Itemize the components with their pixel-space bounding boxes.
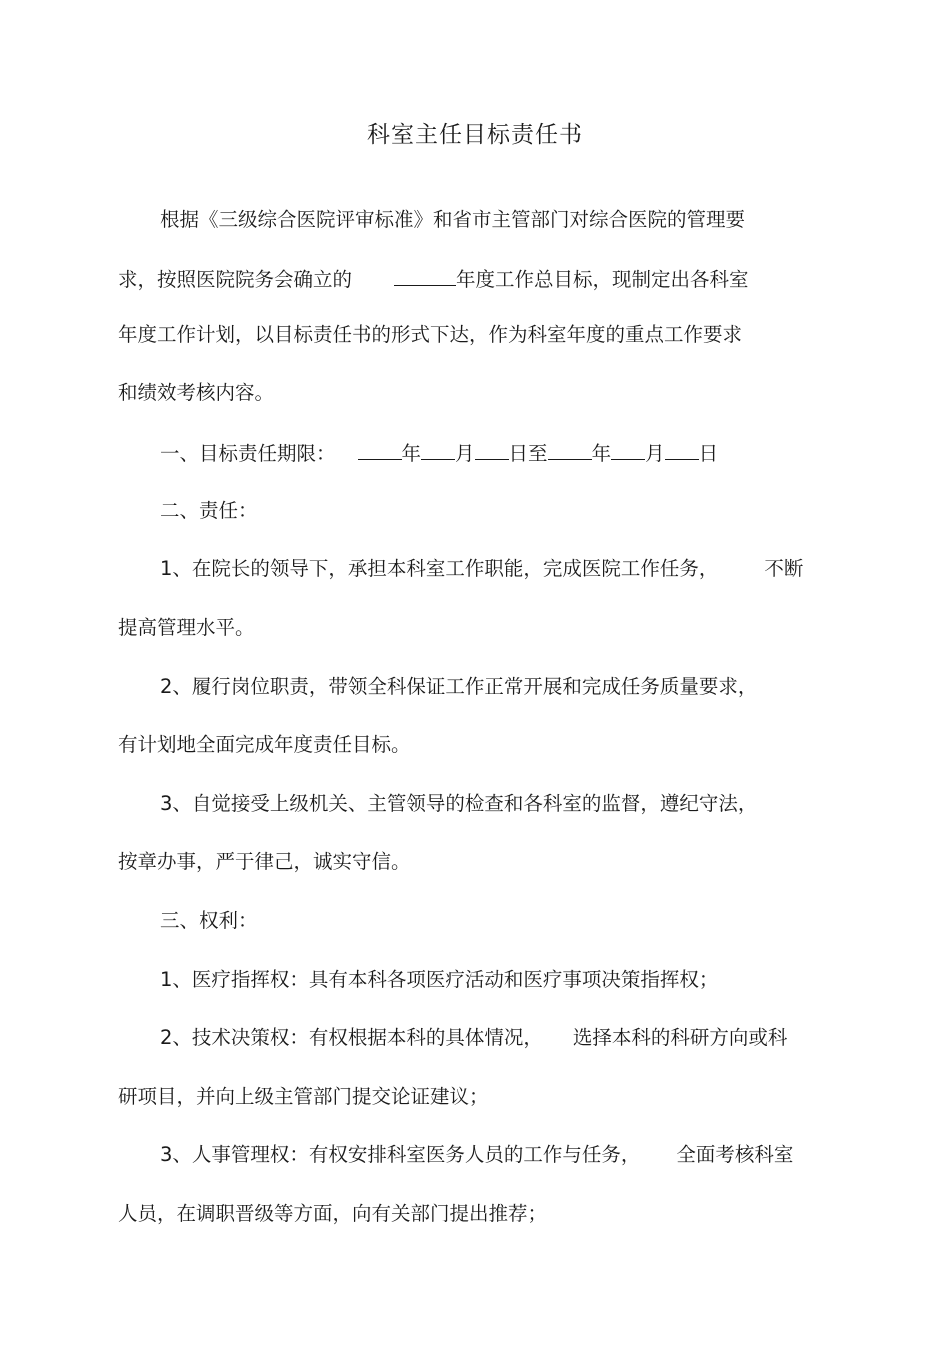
intro-line-2 [118,263,749,295]
responsibility-1-line-1 [160,554,803,584]
responsibility-1b: 不断 [764,557,804,580]
period-year: 年 [401,442,422,465]
end-day-blank [665,437,699,460]
intro-line-4: 和绩效考核内容。 [118,381,275,404]
start-month-blank [421,437,455,460]
period-year-2: 年 [591,442,612,465]
right-2-line-1 [160,1023,787,1053]
responsibility-3-line-2: 按章办事，严于律己，诚实守信。 [118,850,411,873]
responsibility-1-line-2: 提高管理水平。 [118,616,255,639]
section-2-heading: 二、责任： [160,499,258,522]
right-2b: 选择本科的科研方向或科 [572,1026,788,1049]
right-3b: 全面考核科室 [676,1143,794,1166]
period-month-2: 月 [645,442,665,465]
responsibility-2-line-2: 有计划地全面完成年度责任目标。 [118,733,411,756]
intro-line-3: 年度工作计划，以目标责任书的形式下达，作为科室年度的重点工作要求 [118,323,743,346]
end-year-blank [548,437,592,460]
intro-line-1: 根据《三级综合医院评审标准》和省市主管部门对综合医院的管理要 [160,208,746,231]
period-line [160,437,718,469]
start-day-blank [475,437,509,460]
period-month: 月 [455,442,475,465]
responsibility-2-line-1: 2、履行岗位职责，带领全科保证工作正常开展和完成任务质量要求， [160,675,758,698]
intro-line-2b: 年度工作总目标，现制定出各科室 [456,268,749,291]
period-day-to: 日至 [508,442,548,465]
responsibility-3-line-1: 3、自觉接受上级机关、主管领导的检查和各科室的监督，遵纪守法， [160,792,758,815]
right-2a: 2、技术决策权：有权根据本科的具体情况， [160,1026,543,1049]
responsibility-1a: 1、在院长的领导下，承担本科室工作职能，完成医院工作任务， [160,557,719,580]
right-1-line: 1、医疗指挥权：具有本科各项医疗活动和医疗事项决策指挥权； [160,968,719,991]
start-year-blank [358,437,402,460]
period-day-2: 日 [698,442,719,465]
period-prefix: 一、目标责任期限： [160,442,336,465]
section-3-heading: 三、权利： [160,909,258,932]
document-title: 科室主任目标责任书 [367,122,583,148]
intro-line-2a: 求，按照医院院务会确立的 [118,268,353,291]
year-blank [394,263,456,286]
right-3-line-1 [160,1140,793,1170]
right-3a: 3、人事管理权：有权安排科室医务人员的工作与任务， [160,1143,641,1166]
right-2-line-2: 研项目，并向上级主管部门提交论证建议； [118,1085,489,1108]
end-month-blank [611,437,645,460]
right-3-line-2: 人员，在调职晋级等方面，向有关部门提出推荐； [118,1202,548,1225]
